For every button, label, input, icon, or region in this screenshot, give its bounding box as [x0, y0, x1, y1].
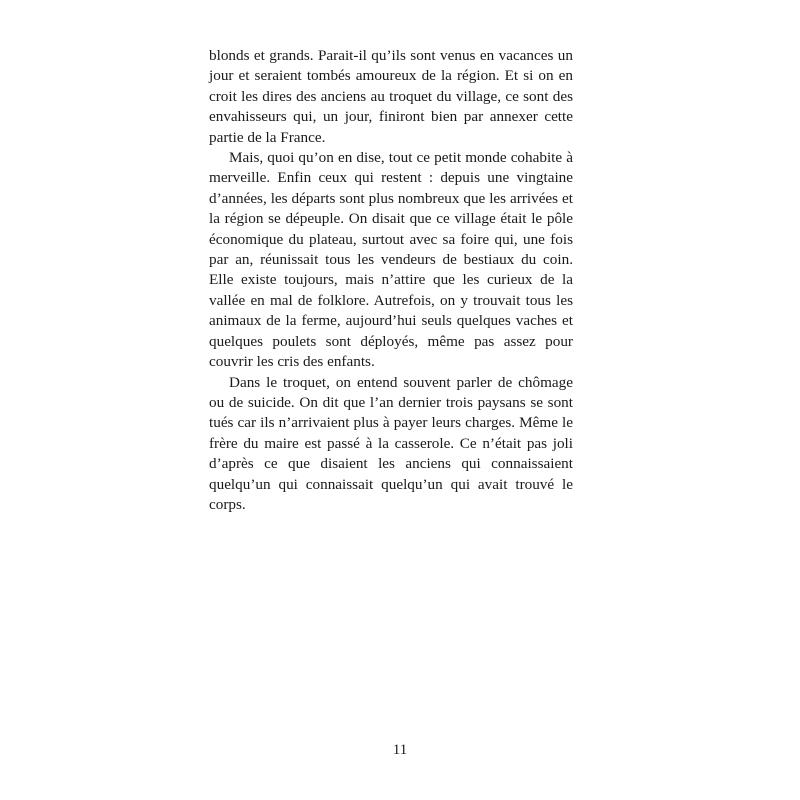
- body-text: [209, 46, 573, 515]
- paragraph-village-life: Mais, quoi qu’on en dise, tout ce petit monde cohabite à merveille. Enfin ceux qui restent : depuis une vingtaine d’années, les départs sont plus nombreux que les arrivées et la région se dépeuple. On disait que ce village était le pôle économique du plateau, surtout avec sa foire qui, une fois par an, réunissait tous les vendeurs de bestiaux du coin. Elle existe toujours, mais n’attire que les curieux de la vallée en mal de folklore. Autrefois, on y trouvait tous les animaux de la ferme, aujourd’hui seuls quelques vaches et quelques poulets sont déployés, même pas assez pour couvrir les cris des enfants.: [209, 149, 573, 371]
- page-number: 11: [392, 742, 408, 758]
- paragraph-troquet: Dans le troquet, on entend souvent parler de chômage ou de suicide. On dit que l’an dernier trois paysans se sont tués car ils n’arrivaient plus à payer leurs charges. Même le frère du maire est passé à la casserole. Ce n’était pas joli d’après ce que disaient les anciens qui connaissaient quelqu’un qui connaissait quelqu’un qui avait trouvé le corps.: [209, 373, 573, 513]
- paragraph-continuation: blonds et grands. Parait-il qu’ils sont venus en vacances un jour et seraient tombés amoureux de la région. Et si on en croit les dires des anciens au troquet du village, ce sont des envahisseurs qui, un jour, finiront bien par annexer cette partie de la France.: [209, 47, 573, 146]
